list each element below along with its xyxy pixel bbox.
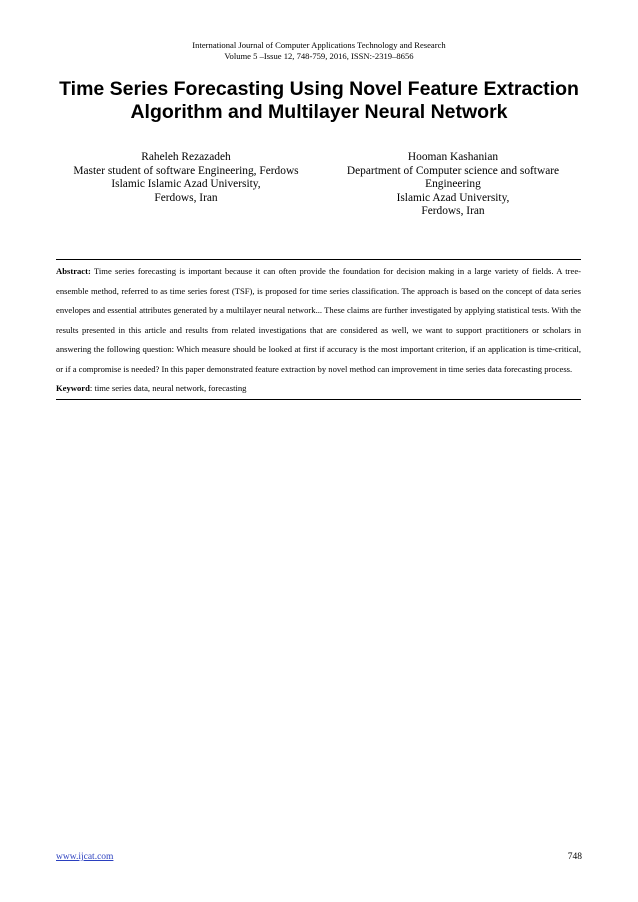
author-1: [55, 151, 317, 205]
abstract-section: [56, 259, 581, 400]
journal-header: [0, 40, 638, 62]
keywords: [56, 379, 581, 400]
author-1-affiliation-2: Islamic Islamic Azad University,: [111, 178, 261, 190]
journal-name: International Journal of Computer Applications Technology and Research: [192, 40, 446, 50]
author-2-affiliation-1: Department of Computer science and software: [346, 164, 560, 177]
keywords-label: Keyword: [56, 383, 90, 393]
paper-title: [40, 78, 598, 124]
page-number: 748: [567, 852, 582, 862]
author-2: [322, 151, 584, 219]
keywords-text: : time series data, neural network, forecasting: [89, 383, 247, 393]
title-line-2: Algorithm and Multilayer Neural Network: [130, 101, 508, 123]
author-2-affiliation-4: Ferdows, Iran: [421, 205, 485, 217]
author-2-affiliation-2: Engineering: [425, 178, 481, 190]
abstract-text: Time series forecasting is important because it can often provide the foundation for decision making in a large variety of fields. A tree-ensemble method, referred to as time series forest (TSF), is proposed for time series classification. The approach is based on the concept of data series envelopes and essential attributes generated by a multilayer neural network... These claims are further investigated by applying statistical tests. With the results presented in this article and results from related investigations that are considered as well, we want to support practitioners or scholars in answering the following question: Which measure should be looked at first if accuracy is the most important criterion, if an application is time-critical, or if a compromise is needed? In this paper demonstrated feature extraction by novel method can improvement in time series data forecasting process.: [56, 266, 581, 374]
author-2-affiliation-3: Islamic Azad University,: [396, 191, 510, 204]
footer-website-link[interactable]: www.ijcat.com: [56, 852, 114, 862]
title-line-1: Time Series Forecasting Using Novel Feature Extraction: [59, 78, 579, 100]
author-1-affiliation-1: Master student of software Engineering, Ferdows: [73, 164, 299, 177]
author-1-name: Raheleh Rezazadeh: [141, 151, 231, 163]
abstract-label: Abstract:: [56, 266, 91, 276]
author-2-name: Hooman Kashanian: [407, 151, 499, 163]
author-1-affiliation-3: Ferdows, Iran: [154, 191, 218, 204]
journal-volume: Volume 5 –Issue 12, 748-759, 2016, ISSN:-2319–8656: [224, 51, 414, 61]
abstract: [56, 260, 581, 379]
